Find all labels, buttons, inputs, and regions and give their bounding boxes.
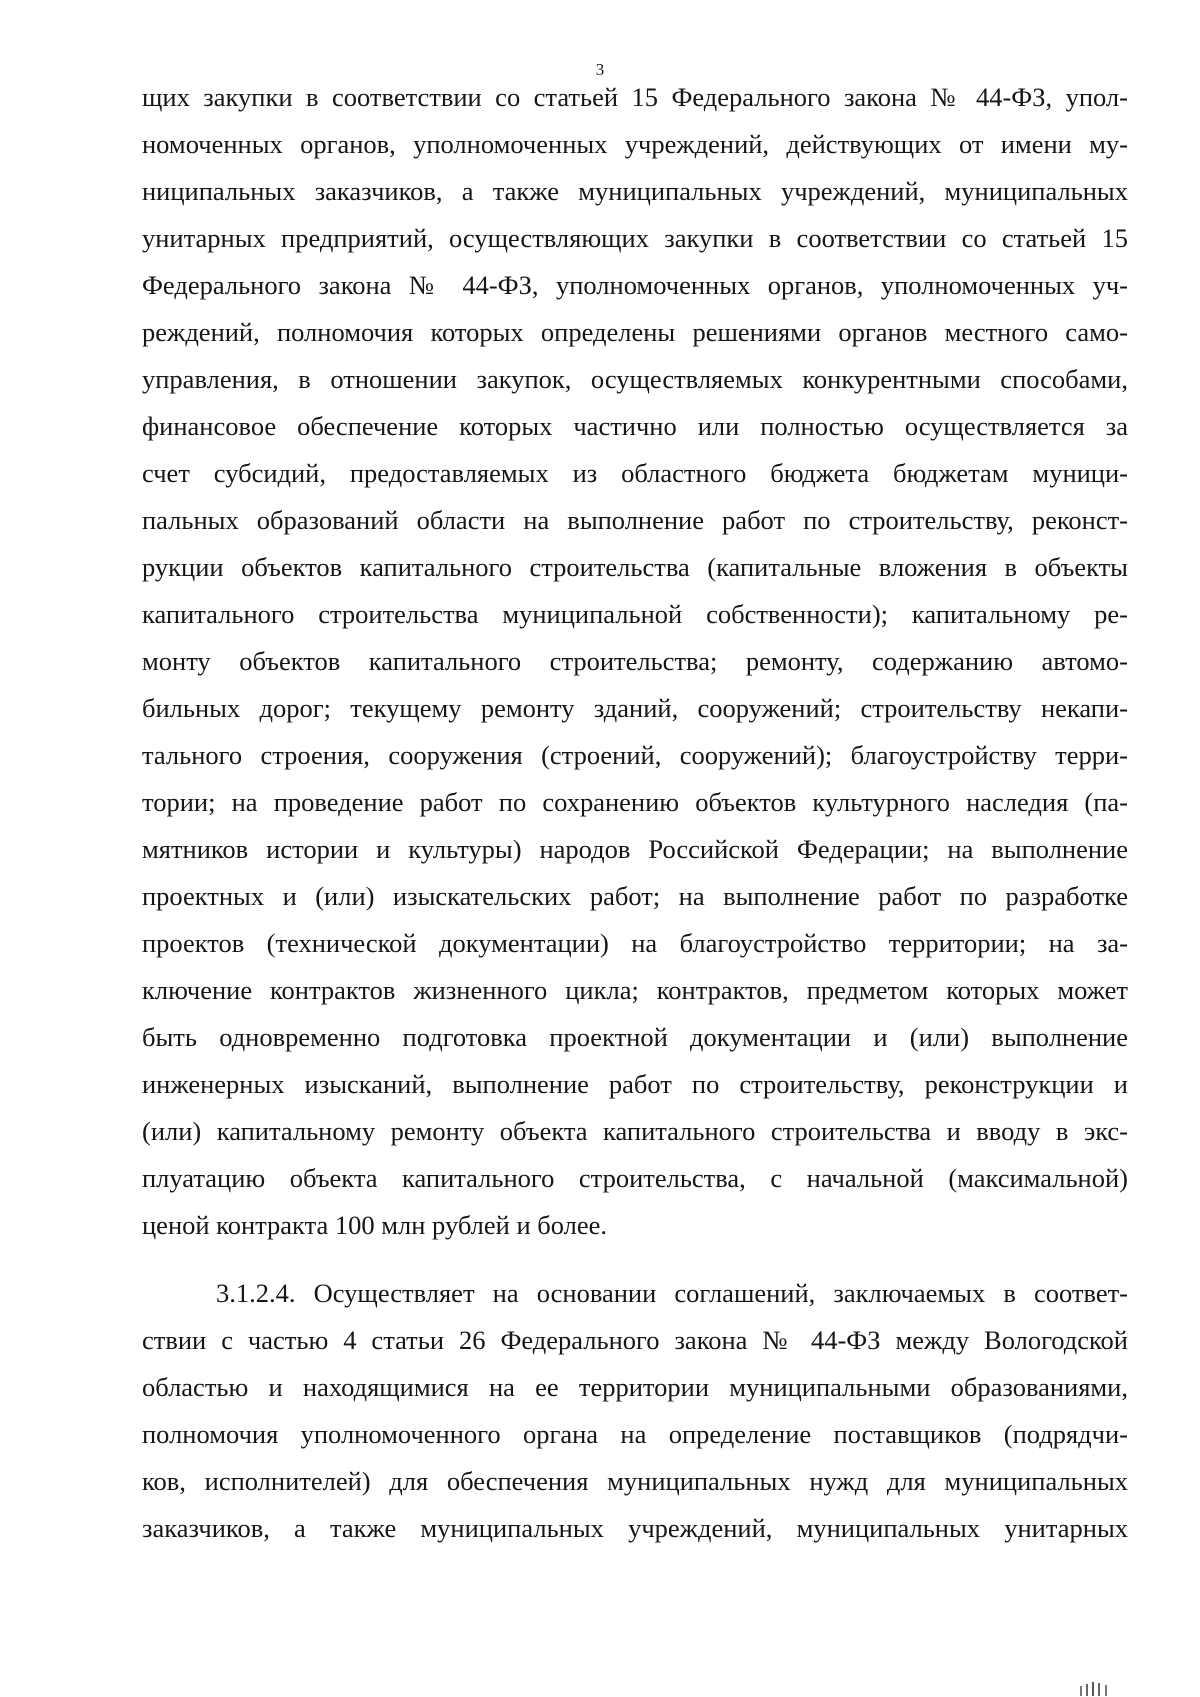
page-number: 3 — [595, 60, 605, 79]
text-line: инженерных изысканий, выполнение работ по строительству, реконструкции и — [142, 1069, 1128, 1099]
text-line: полномочия уполномоченного органа на определение поставщиков (подрядчи- — [142, 1419, 1128, 1449]
text-line: проектов (технической документации) на благоустройство территории; на за- — [142, 928, 1128, 958]
text-line: Федерального закона № 44-ФЗ, уполномоченных органов, уполномоченных уч- — [142, 270, 1128, 300]
text-line: тального строения, сооружения (строений, сооружений); благоустройству терри- — [142, 740, 1128, 770]
text-line: ков, исполнителей) для обеспечения муниципальных нужд для муниципальных — [142, 1466, 1128, 1496]
text-line: монту объектов капитального строительства; ремонту, содержанию автомо- — [142, 646, 1128, 676]
text-line: тории; на проведение работ по сохранению объектов культурного наследия (па- — [142, 787, 1128, 817]
text-line: ствии с частью 4 статьи 26 Федерального закона № 44-ФЗ между Вологодской — [142, 1325, 1128, 1355]
text-line: рукции объектов капитального строительства (капитальные вложения в объекты — [142, 552, 1128, 582]
text-line: капитального строительства муниципальной собственности); капитальному ре- — [142, 599, 1128, 629]
text-line: унитарных предприятий, осуществляющих закупки в соответствии со статьей 15 — [142, 223, 1128, 253]
text-line: плуатацию объекта капитального строительства, с начальной (максимальной) — [142, 1163, 1128, 1193]
paragraph-first-line: 3.1.2.4. Осуществляет на основании соглашений, заключаемых в соответ- — [216, 1278, 1128, 1308]
text-line: ключение контрактов жизненного цикла; контрактов, предметом которых может — [142, 975, 1128, 1005]
text-line: бильных дорог; текущему ремонту зданий, сооружений; строительству некапи- — [142, 693, 1128, 723]
text-line: управления, в отношении закупок, осуществляемых конкурентными способами, — [142, 364, 1128, 394]
text-line: счет субсидий, предоставляемых из областного бюджета бюджетам муници- — [142, 458, 1128, 488]
text-line: финансовое обеспечение которых частично или полностью осуществляется за — [142, 411, 1128, 441]
text-line: ниципальных заказчиков, а также муниципальных учреждений, муниципальных — [142, 176, 1128, 206]
text-line: проектных и (или) изыскательских работ; на выполнение работ по разработке — [142, 881, 1128, 911]
text-line: заказчиков, а также муниципальных учреждений, муниципальных унитарных — [142, 1513, 1128, 1543]
text-line: пальных образований области на выполнение работ по строительству, реконст- — [142, 505, 1128, 535]
text-line: мятников истории и культуры) народов Российской Федерации; на выполнение — [142, 834, 1128, 864]
text-line: быть одновременно подготовка проектной документации и (или) выполнение — [142, 1022, 1128, 1052]
text-line: областью и находящимися на ее территории муниципальными образованиями, — [142, 1372, 1128, 1402]
text-line: реждений, полномочия которых определены решениями органов местного само- — [142, 317, 1128, 347]
scan-artifact-marks — [1078, 1682, 1112, 1696]
text-line: (или) капитальному ремонту объекта капитального строительства и вводу в экс- — [142, 1116, 1128, 1146]
text-line: щих закупки в соответствии со статьей 15 Федерального закона № 44-ФЗ, упол- — [142, 82, 1128, 112]
text-line: ценой контракта 100 млн рублей и более. — [142, 1210, 608, 1240]
text-line: номоченных органов, уполномоченных учреждений, действующих от имени му- — [142, 129, 1128, 159]
